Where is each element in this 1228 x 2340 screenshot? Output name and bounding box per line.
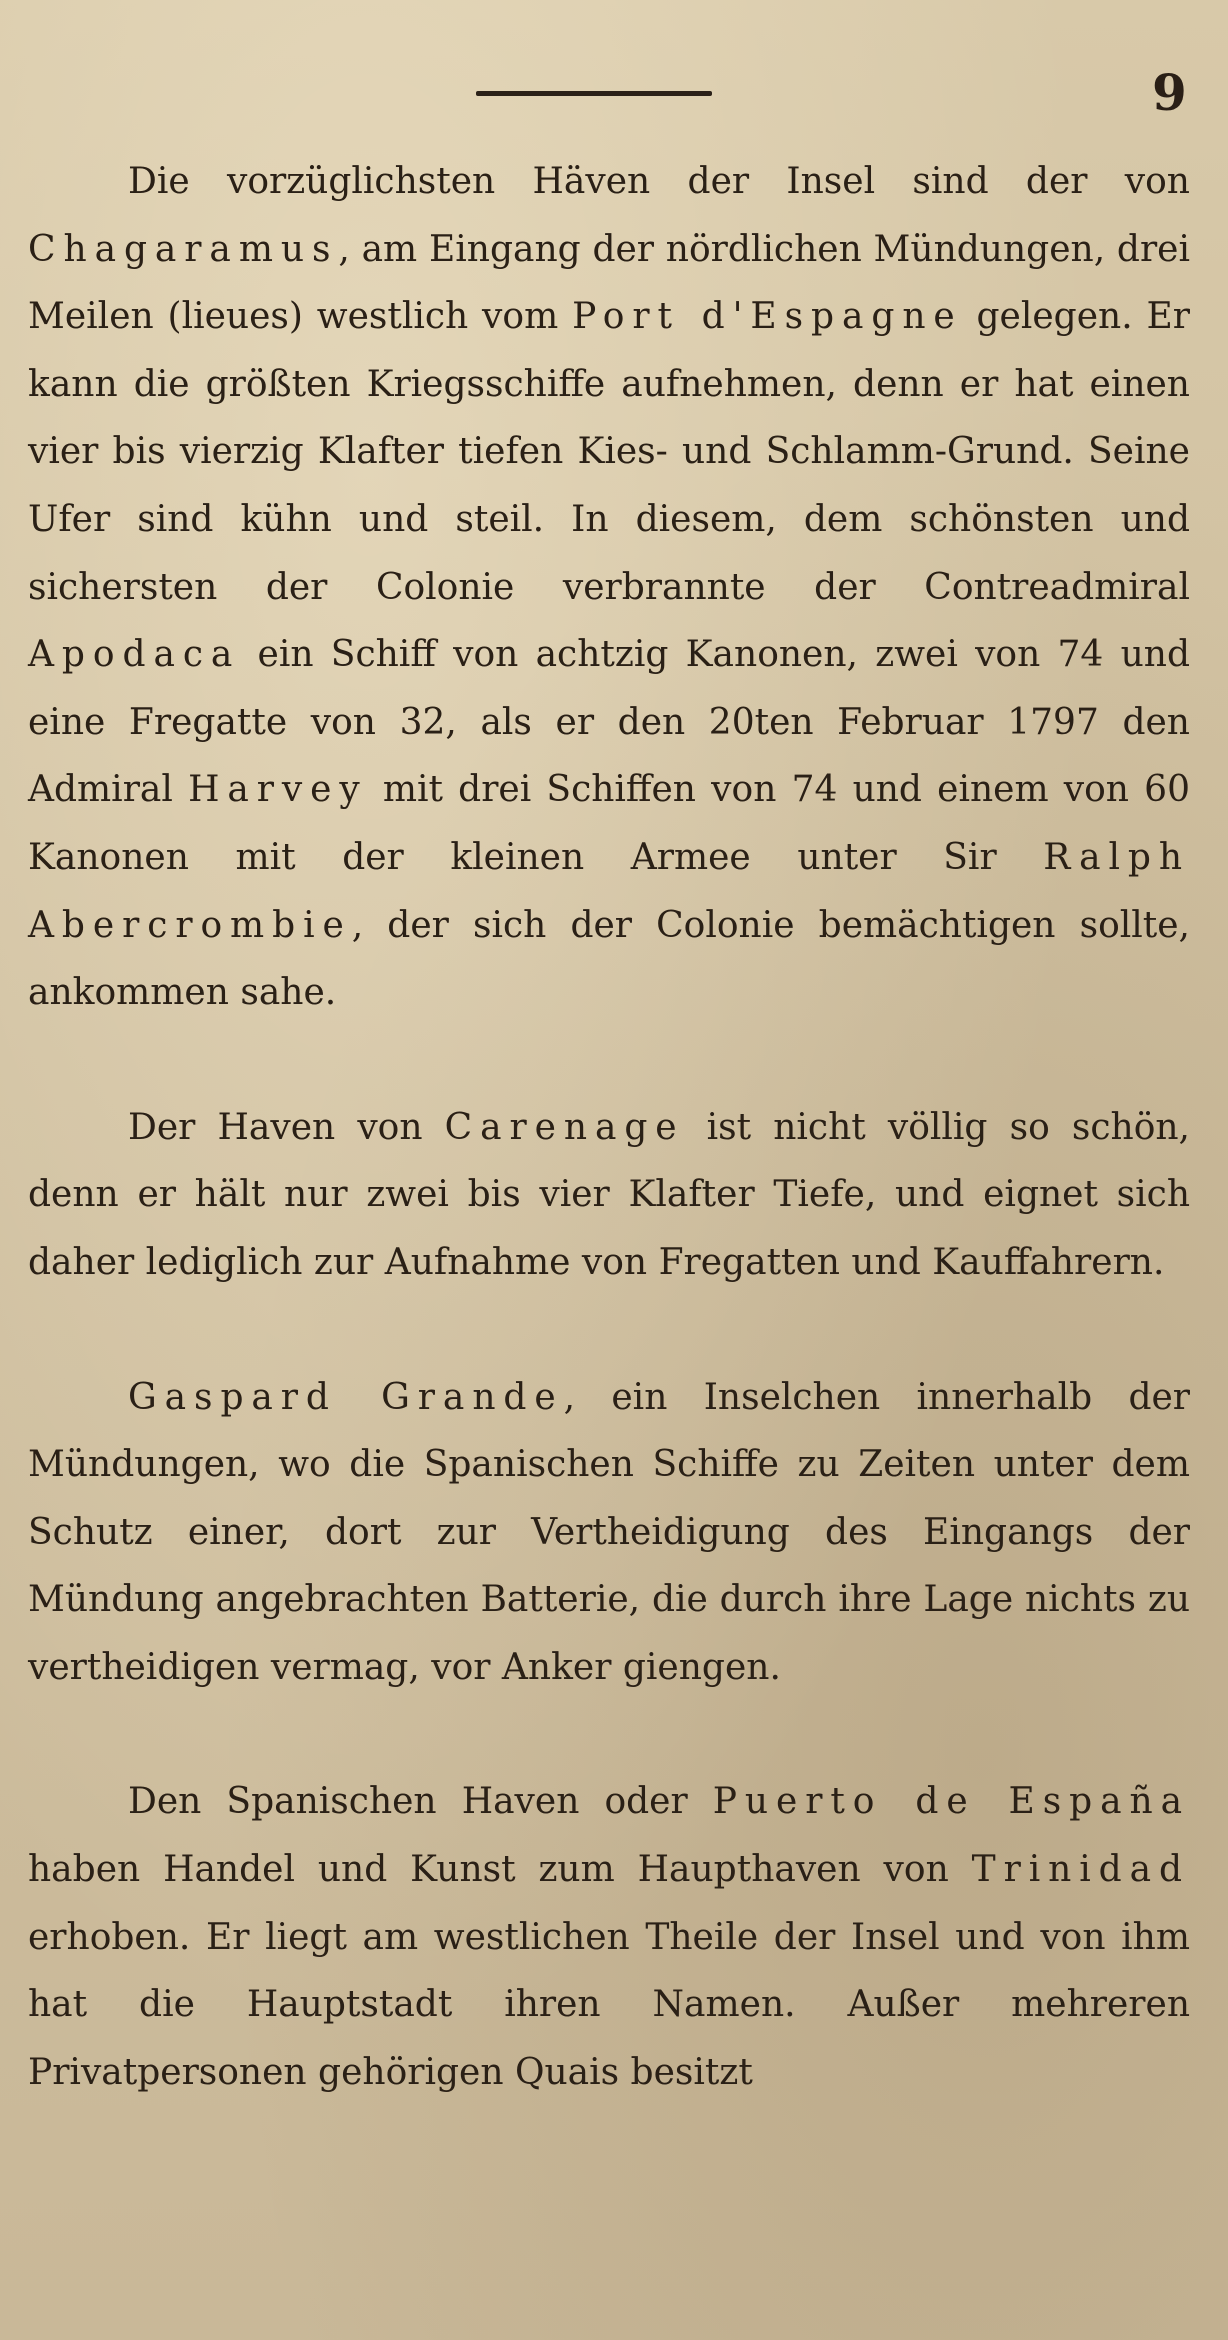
- place-name: Chagaramus: [28, 228, 339, 270]
- text-run: haben Handel und Kunst zum Haupthaven von: [28, 1849, 972, 1891]
- text-run: erhoben. Er liegt am westlichen Theile der Insel und von ihm hat die Hauptstadt ihren Namen. Außer mehreren Privatpersonen gehörigen Quais besitzt: [28, 1916, 1190, 2093]
- body-text: [28, 148, 1190, 2106]
- text-run: , am Eingang der nördlichen Mündungen, drei Meilen (lieues) westlich vom: [28, 228, 1190, 338]
- text-run: gelegen. Er kann die größten Kriegsschiffe aufnehmen, denn er hat einen vier bis vierzig Klafter tiefen Kies- und Schlamm-Grund. Seine Ufer sind kühn und steil. In diesem, dem schönsten und sichersten der Colonie verbrannte der Contreadmiral: [28, 296, 1190, 608]
- paragraph-puerto-de-espana: [28, 1768, 1190, 2106]
- text-run: Den Spanischen Haven oder: [128, 1781, 713, 1823]
- paragraph-carenage: [28, 1094, 1190, 1297]
- page-number: 9: [1152, 63, 1187, 122]
- place-name: Carenage: [444, 1106, 685, 1148]
- place-name: Puerto de España: [712, 1781, 1190, 1823]
- paragraph-gaspard-grande: [28, 1364, 1190, 1702]
- person-name: Ralph Abercrombie: [28, 836, 1190, 946]
- text-run: Der Haven von: [128, 1106, 445, 1148]
- text-run: , ein Inselchen innerhalb der Mündungen, wo die Spanischen Schiffe zu Zeiten unter dem Schutz einer, dort zur Vertheidigung des Eingangs der Mündung angebrachten Batterie, die durch ihre Lage nichts zu vertheidigen vermag, vor Anker giengen.: [28, 1376, 1191, 1688]
- paragraph-chagaramus: [28, 148, 1190, 1027]
- text-run: ein Schiff von achtzig Kanonen, zwei von 74 und eine Fregatte von 32, als er den 20ten Februar 1797 den Admiral: [28, 634, 1190, 811]
- text-run: mit drei Schiffen von 74 und einem von 60 Kanonen mit der kleinen Armee unter Sir: [28, 769, 1190, 878]
- header-rule: [476, 91, 712, 96]
- person-name: Harvey: [188, 769, 368, 811]
- place-name: Trinidad: [971, 1849, 1190, 1891]
- text-run: ist nicht völlig so schön, denn er hält nur zwei bis vier Klafter Tiefe, und eignet sich daher lediglich zur Aufnahme von Fregatten und Kauffahrern.: [28, 1106, 1190, 1283]
- text-run: , der sich der Colonie bemächtigen sollte, ankommen sahe.: [28, 904, 1190, 1014]
- place-name: Port d'Espagne: [572, 296, 963, 338]
- person-name: Apodaca: [28, 634, 241, 676]
- place-name: Gaspard Grande: [128, 1376, 564, 1418]
- text-run: Die vorzüglichsten Häven der Insel sind der von: [128, 161, 1190, 202]
